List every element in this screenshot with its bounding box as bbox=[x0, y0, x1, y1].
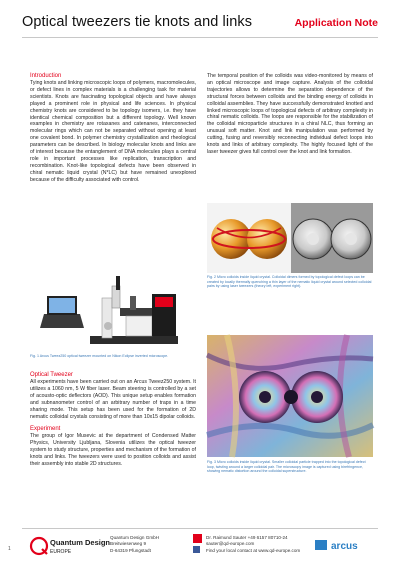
page-title: Optical tweezers tie knots and links bbox=[22, 14, 253, 30]
contact-email[interactable]: sauter@qd-europe.com bbox=[206, 541, 255, 547]
figure-2-caption: Fig. 2 Micro colloids inside liquid crystal. Colloidal dimers formed by topological defect loops can be created by locally thermally quenching a thin layer of the nematic liquid crystal around selected colloidal pairs by using laser tweezers (theory left, experiment right). bbox=[207, 275, 372, 288]
experiment-heading: Experiment bbox=[30, 426, 61, 433]
colloid-dimer-figure bbox=[207, 203, 373, 273]
birefringence-figure bbox=[207, 335, 373, 457]
figure-1-caption: Fig. 1 Arcus Tweez250 optical tweezer mounted on Nikon Eclipse inverted microscope. bbox=[30, 354, 169, 358]
left-column-bottom bbox=[30, 372, 196, 468]
contact-name: Dr. Raimund Sauter +49 6157 80710-24 bbox=[206, 535, 288, 540]
introduction-heading: Introduction bbox=[30, 73, 62, 79]
contact-block bbox=[206, 535, 300, 554]
company-city: D-64319 Pfungstadt bbox=[110, 547, 151, 553]
microscope-illustration bbox=[30, 268, 196, 352]
arcus-partner-logo bbox=[315, 536, 377, 554]
arcus-logo-text: arcus bbox=[331, 541, 358, 552]
contact-person-icon bbox=[193, 534, 202, 543]
left-column-top bbox=[30, 73, 196, 184]
header bbox=[0, 0, 400, 44]
contact-website[interactable]: Find your local contact at www.qd-europe.com bbox=[206, 547, 301, 553]
laptop-icon bbox=[40, 296, 84, 328]
quantum-design-logo-mark bbox=[30, 535, 111, 557]
logo-line-2: EUROPE bbox=[50, 549, 72, 555]
page-number: 1 bbox=[8, 546, 11, 552]
facebook-icon[interactable] bbox=[193, 546, 200, 553]
footer-divider bbox=[22, 528, 378, 529]
microscope-figure bbox=[30, 268, 196, 352]
application-note-label: Application Note bbox=[294, 17, 378, 29]
company-address bbox=[110, 535, 159, 554]
company-name: Quantum Design GmbH bbox=[110, 535, 160, 540]
colloid-dimer-image bbox=[207, 203, 373, 273]
microscope-icon bbox=[90, 276, 178, 344]
logo-line-1: Quantum Design bbox=[50, 538, 111, 547]
optical-tweezer-text: All experiments have been carried out on an Arcus Tweez250 system. It utilizes a 1060 nm, 5 W fiber laser. Beam steering is controlled by a set of acousto-optic deflectors (AOD). This unique setup enables formation and subnanometer control of an arbitrary number of traps in a time sharing mode. This setup has been used for the formation of 2D nematic colloidal crystals consisting of more than 10x15 dipolar colloids. bbox=[30, 379, 196, 420]
company-street: Breitwiesenweg 9 bbox=[110, 541, 147, 547]
introduction-text: Tying knots and linking microscopic loops of polymers, macromolecules, or defect lines in complex materials is a challenging task for material scientists. Knots are fascinating topological objects and have always played a prominent role in physical and life sciences. In physical chemistry knots are considered to be topology isomers, i.e. they have identical chemical composition but a different topology. Well known examples in chemistry are rotaxanes and catenanes, interconnected molecular rings which can not be separated without opening at least one covalent bond. In polymer chemistry crystallization and rheological parameters can be described. In biology molecular knots and links are of interest because the entanglement of DNA molecules plays a central role in important processes like replication, transcription and recombination. Knot-like topological defects have been observed in chiral nematic liquid crystal (N*LC) but have remained unexplored because of the difficulty associated with control. bbox=[30, 80, 196, 183]
experiment-text: The group of Igor Musevic at the department of Condensed Matter Physics, University Ljubljana, Slovenia utilizes the optical tweezer system to study structure, properties and mechanism of the formation of knots and links. The tweezers were used to position colloids and assist their assembly into stable 2D structures. bbox=[30, 433, 196, 468]
right-column-text bbox=[207, 73, 373, 156]
results-text: The temporal position of the colloids was video-monitored by means of an optical microscope and image capture. Analysis of the colloidal trajectories allows to determine the separation dependence of the structural forces between colloids and the binding energy of colloids in colloidal assemblies. They have successfully demonstrated knotted and linked microscopic loops of topological defects of arbitrary complexity in chiral nematic colloids. The loops are responsible for the stabilization of the colloidal microparticle structures in a chiral NLC, thus forming an unusual soft matter. Knot and link manipulation was performed by cutting, fusing and reversibly reconnecting individual defect loops into knots and links of arbitrary complexity. The highly focused light of the laser tweezer gives full control over the knot and link formation. bbox=[207, 73, 373, 155]
figure-3-caption: Fig. 3 Micro colloids inside liquid crystal. Smaller colloidal particle trapped into the topological defect loop, twisting around a larger colloidal pair. The microscopy image is captured using birefringence, showing nematic distortion around the colloidal superstructure. bbox=[207, 460, 366, 473]
birefringence-image bbox=[207, 335, 373, 457]
header-divider bbox=[22, 37, 378, 38]
optical-tweezer-heading: Optical Tweezer bbox=[30, 372, 73, 378]
arcus-logo-mark bbox=[315, 536, 377, 554]
quantum-design-logo bbox=[30, 535, 111, 557]
